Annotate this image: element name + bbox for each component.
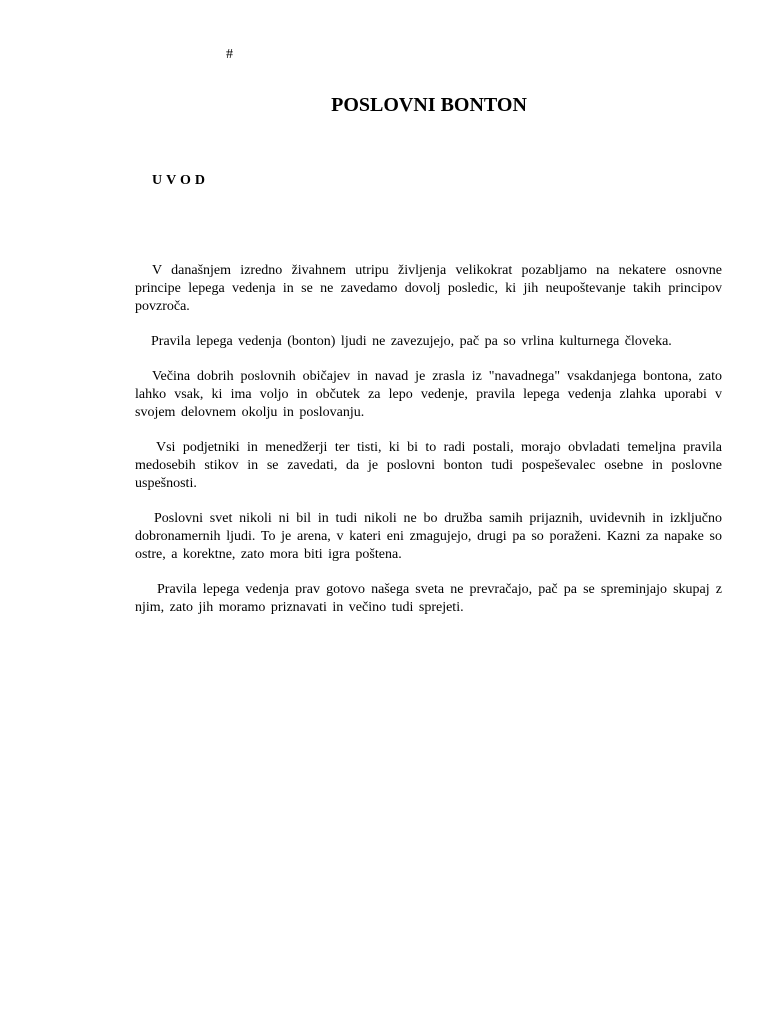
hash-mark: # xyxy=(226,47,233,62)
paragraph: Vsi podjetniki in menedžerji ter tisti, ki bi to radi postali, morajo obvladati temeljna pravila medosebih stikov in se zavedati, da je poslovni bonton tudi pospeševalec osebne in poslovne uspešnosti. xyxy=(135,440,722,491)
paragraph: Poslovni svet nikoli ni bil in tudi nikoli ne bo družba samih prijaznih, uvidevnih in izključno dobronamernih ljudi. To je arena, v kateri eni zmagujejo, drugi pa so poraženi. Kazni za napake so ostre, a korektne, zato mora biti igra poštena. xyxy=(135,511,722,562)
paragraph: Večina dobrih poslovnih običajev in navad je zrasla iz "navadnega" vsakdanjega bontona, zato lahko vsak, ki ima voljo in občutek za lepo vedenje, pravila lepega vedenja zlahka uporabi v svojem delovnem okolju in poslovanju. xyxy=(135,369,722,420)
title-wrap xyxy=(135,92,723,118)
paragraph: Pravila lepega vedenja prav gotovo našega sveta ne prevračajo, pač pa se spreminjajo skupaj z njim, zato jih moramo priznavati in večino tudi sprejeti. xyxy=(135,582,722,615)
body-text xyxy=(135,262,722,634)
paragraph: V današnjem izredno živahnem utripu življenja velikokrat pozabljamo na nekatere osnovne principe lepega vedenja in se ne zavedamo dovolj posledic, ki jih neupoštevanje takih principov povzroča. xyxy=(135,263,722,314)
document-title: POSLOVNI BONTON xyxy=(331,94,527,116)
section-heading: UVOD xyxy=(152,173,209,188)
paragraph: Pravila lepega vedenja (bonton) ljudi ne zavezujejo, pač pa so vrlina kulturnega človeka. xyxy=(151,334,672,349)
